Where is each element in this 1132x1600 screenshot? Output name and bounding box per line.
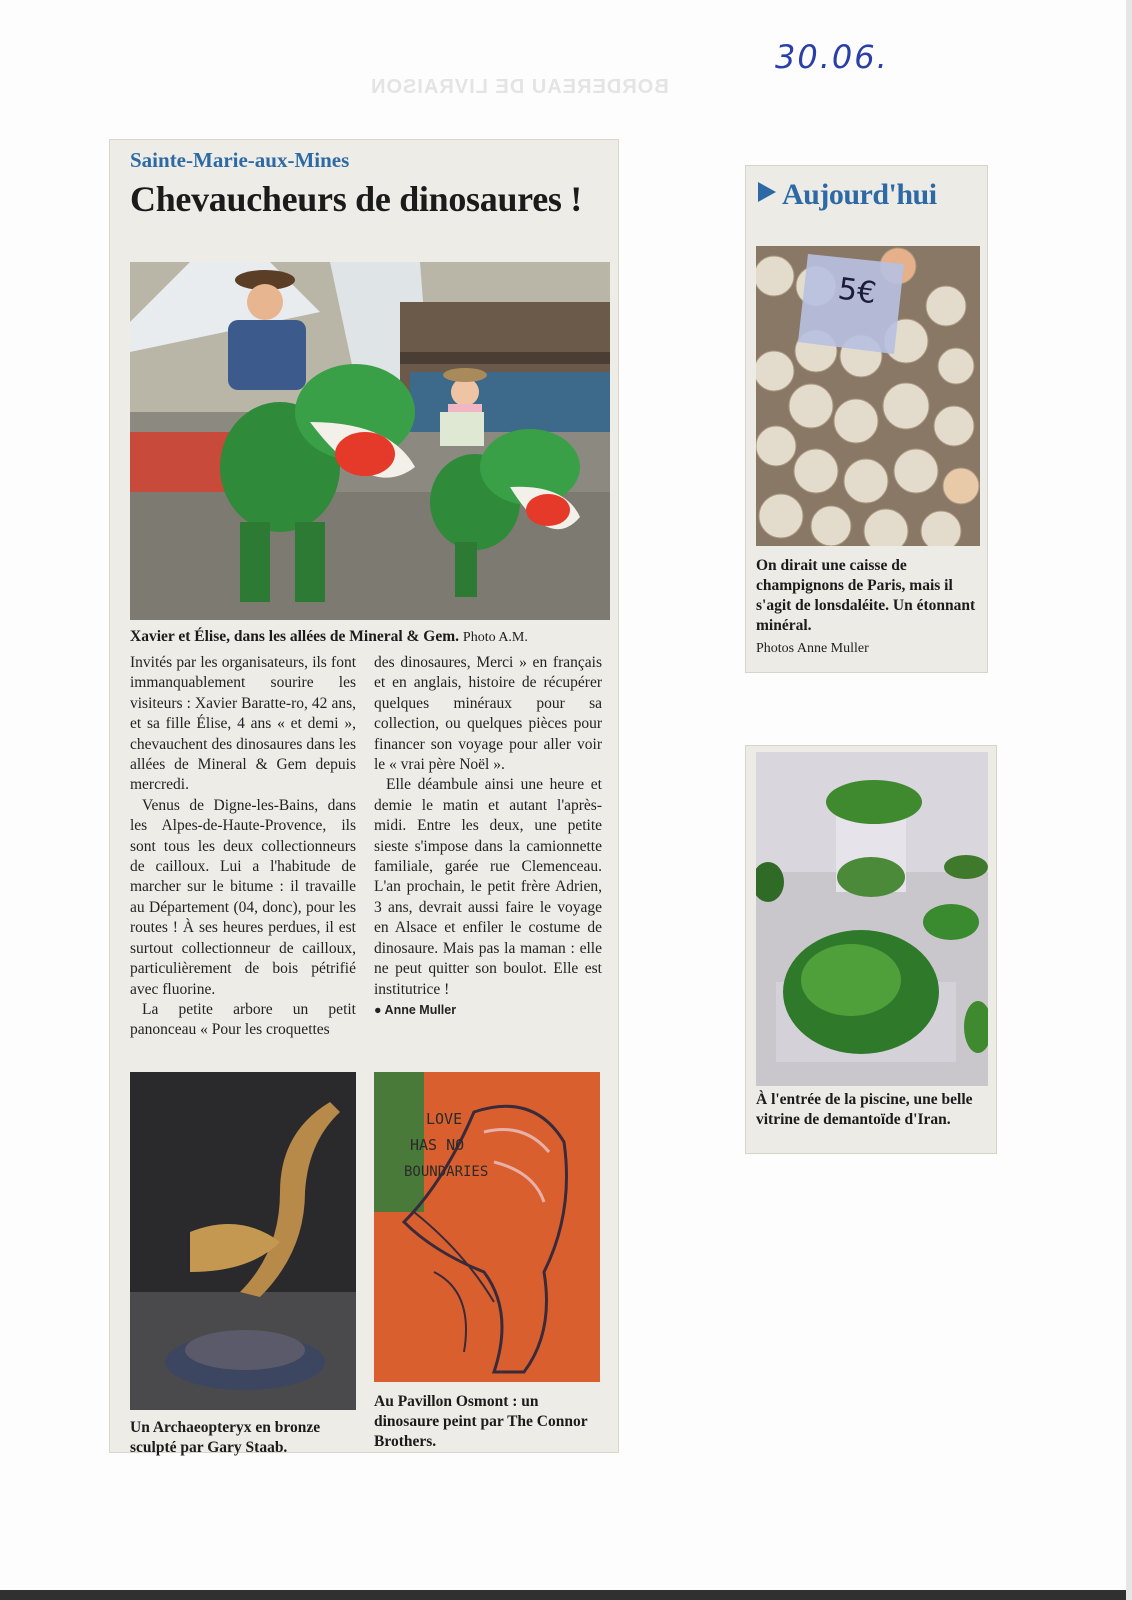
painting-line-1: LOVE (426, 1110, 463, 1128)
handwritten-date: 30.06. (775, 38, 889, 76)
main-photo-credit: Photo A.M. (462, 630, 528, 645)
column1-paragraph-3: La petite arbore un petit panonceau « Pour les croquettes (130, 1000, 356, 1039)
scan-right-edge (1126, 0, 1132, 1600)
archaeopteryx-caption: Un Archaeopteryx en bronze sculpté par Gary Staab. (130, 1419, 321, 1456)
column2-paragraph-1: des dinosaures, Merci » en français et en anglais, histoire de récupérer quelques minéraux pour sa collection, ou quelques pièces pour financer son voyage pour aller voir le « vrai père Noël ». (374, 654, 602, 774)
painting-line-2: HAS NO (410, 1136, 465, 1154)
column1-paragraph-1: Invités par les organisateurs, ils font immanquablement sourire les visiteurs : Xavier Baratte-ro, 42 ans, et sa fille Élise, 4 ans « et demi », chevauchent des dinosaures dans les allées de Mineral & Gem depuis mercredi. (130, 654, 356, 794)
archaeopteryx-photo (130, 1072, 356, 1410)
lonsdaleite-clipping (746, 166, 987, 672)
connor-brothers-painting-photo (374, 1072, 600, 1382)
rubric-title (758, 178, 937, 212)
article-signature: ● Anne Muller (374, 1002, 457, 1017)
column2-paragraph-2: Elle déambule ainsi une heure et demie le matin et autant l'après-midi. Entre les deux, une petite sieste s'impose dans la camionnette familiale, garée rue Clemenceau. L'an prochain, le petit frère Adrien, 3 ans, devrait aussi faire le voyage en Alsace et enfiler le costume de dinosaure. Mais pas la maman : elle ne peut quitter son boulot. Elle est institutrice ! (374, 776, 602, 998)
show-through-text: BORDEREAU DE LIVRAISON (370, 76, 669, 98)
demantoid-caption: À l'entrée de la piscine, une belle vitrine de demantoïde d'Iran. (756, 1091, 973, 1128)
column1-paragraph-2: Venus de Digne-les-Bains, dans les Alpes-de-Haute-Provence, ils sont tous les deux collectionneurs de cailloux. Lui a l'habitude de marcher sur le bitume : il travaille au Département (04, donc), pour les routes ! À ses heures perdues, il est surtout collectionneur de cailloux, particulièrement de bois pétrifié avec fluorine. (130, 796, 356, 998)
main-photo-caption-text: Xavier et Élise, dans les allées de Mineral & Gem. (130, 628, 460, 645)
article-column-1 (130, 653, 356, 1041)
dinosaur-riders-photo (130, 262, 610, 620)
rubric-label: Aujourd'hui (782, 178, 937, 211)
demantoid-vitrine-photo (756, 752, 988, 1086)
lonsdaleite-caption: On dirait une caisse de champignons de Paris, mais il s'agit de lonsdaléite. Un étonnant minéral. (756, 557, 976, 634)
price-tag-text: 5€ (835, 271, 879, 312)
main-photo-caption (130, 627, 610, 648)
painting-caption: Au Pavillon Osmont : un dinosaure peint par The Connor Brothers. (374, 1393, 588, 1450)
article-kicker: Sainte-Marie-aux-Mines (130, 148, 350, 172)
article-column-2 (374, 653, 602, 1020)
photos-credit: Photos Anne Muller (756, 641, 869, 656)
lonsdaleite-photo (756, 246, 980, 546)
article-headline: Chevaucheurs de dinosaures ! (130, 179, 582, 219)
scan-bottom-edge (0, 1590, 1132, 1600)
painting-line-3: BOUNDARIES (404, 1164, 489, 1180)
play-arrow-icon (758, 182, 776, 202)
main-article-clipping (110, 140, 618, 1456)
demantoid-clipping (746, 746, 996, 1153)
